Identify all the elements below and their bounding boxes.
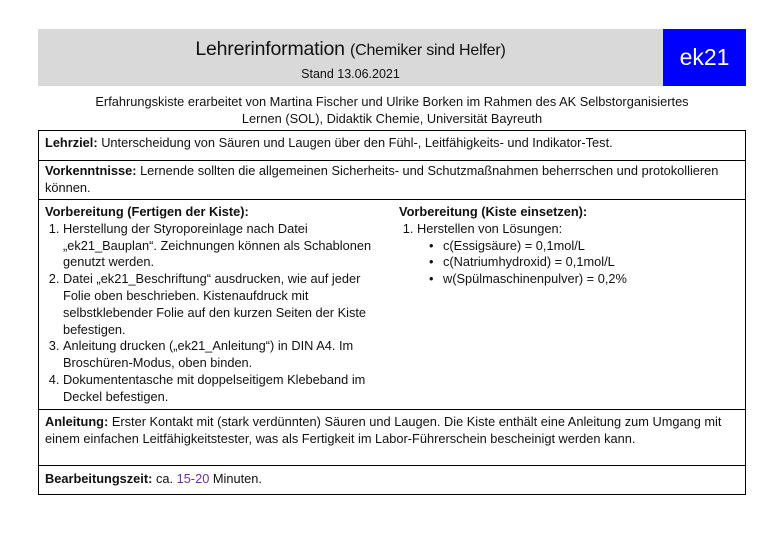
credit-text bbox=[38, 94, 746, 127]
vorbereitung-fertigen-list bbox=[45, 221, 387, 406]
vorbereitung-fertigen-heading: Vorbereitung (Fertigen der Kiste): bbox=[45, 204, 249, 219]
vorbereitung-einsetzen-heading: Vorbereitung (Kiste einsetzen): bbox=[399, 204, 588, 219]
lernziel-label: Lehrziel: bbox=[45, 135, 98, 150]
bearbeitungszeit-label: Bearbeitungszeit: bbox=[45, 471, 153, 486]
anleitung-label: Anleitung: bbox=[45, 414, 109, 429]
credit-line-1: Erfahrungskiste erarbeitet von Martina Fischer und Ulrike Borken im Rahmen des AK Selbstorganisiertes bbox=[95, 94, 689, 109]
vorbereitung-einsetzen-column bbox=[399, 204, 739, 288]
solution-item: • c(Natriumhydroxid) = 0,1mol/L bbox=[443, 254, 739, 271]
bearbeitungszeit-suffix: Minuten. bbox=[212, 471, 262, 486]
lernziel-box bbox=[38, 130, 746, 161]
lernziel-text: Unterscheidung von Säuren und Laugen über den Fühl-, Leitfähigkeits- und Indikator-Test. bbox=[101, 135, 613, 150]
solution-item: • w(Spülmaschinenpulver) = 0,2% bbox=[443, 271, 739, 288]
step-label: Herstellen von Lösungen: bbox=[417, 220, 563, 236]
list-item: 3. Anleitung drucken („ek21_Anleitung“) in DIN A4. Im Broschüren-Modus, oben binden. bbox=[63, 338, 387, 372]
vorkenntnisse-label: Vorkenntnisse: bbox=[45, 163, 137, 178]
title-main: Lehrerinformation bbox=[195, 38, 345, 60]
list-item: 2. Datei „ek21_Beschriftung“ ausdrucken, wie auf jeder Folie oben beschrieben. Kistenaufdruck mit selbstklebender Folie auf den kurzen Seiten der Kiste befestigen. bbox=[63, 271, 387, 338]
solution-item: • c(Essigsäure) = 0,1mol/L bbox=[443, 238, 739, 255]
date-stamp: Stand 13.06.2021 bbox=[301, 67, 400, 81]
vorkenntnisse-text: Lernende sollten die allgemeinen Sicherheits- und Schutzmaßnahmen beherrschen und protokollieren können. bbox=[45, 163, 719, 195]
kit-badge: ek21 bbox=[663, 29, 746, 86]
vorkenntnisse-box bbox=[38, 160, 746, 200]
bearbeitungszeit-value: 15-20 bbox=[176, 471, 210, 486]
solutions-list bbox=[417, 238, 739, 288]
vorbereitung-einsetzen-list bbox=[399, 221, 739, 288]
anleitung-box bbox=[38, 409, 746, 466]
bearbeitungszeit-prefix: ca. bbox=[155, 471, 174, 486]
list-item: 1. Herstellung der Styroporeinlage nach Datei „ek21_Bauplan“. Zeichnungen können als Schablonen genutzt werden. bbox=[63, 221, 387, 271]
header-panel bbox=[38, 29, 663, 86]
list-item bbox=[417, 221, 739, 288]
page-title bbox=[38, 38, 663, 61]
anleitung-text: Erster Kontakt mit (stark verdünnten) Säuren und Laugen. Die Kiste enthält eine Anleitung zum Umgang mit einem einfachen Leitfähigkeitstester, was als Fertigkeit im Labor-Führerschein bescheinigt werden kann. bbox=[45, 414, 722, 446]
bearbeitungszeit-box bbox=[38, 465, 746, 495]
vorbereitung-fertigen-column bbox=[45, 204, 387, 406]
credit-line-2: Lernen (SOL), Didaktik Chemie, Universität Bayreuth bbox=[241, 110, 543, 126]
list-item: 4. Dokumententasche mit doppelseitigem Klebeband im Deckel befestigen. bbox=[63, 372, 387, 406]
title-subtitle: (Chemiker sind Helfer) bbox=[350, 42, 506, 59]
